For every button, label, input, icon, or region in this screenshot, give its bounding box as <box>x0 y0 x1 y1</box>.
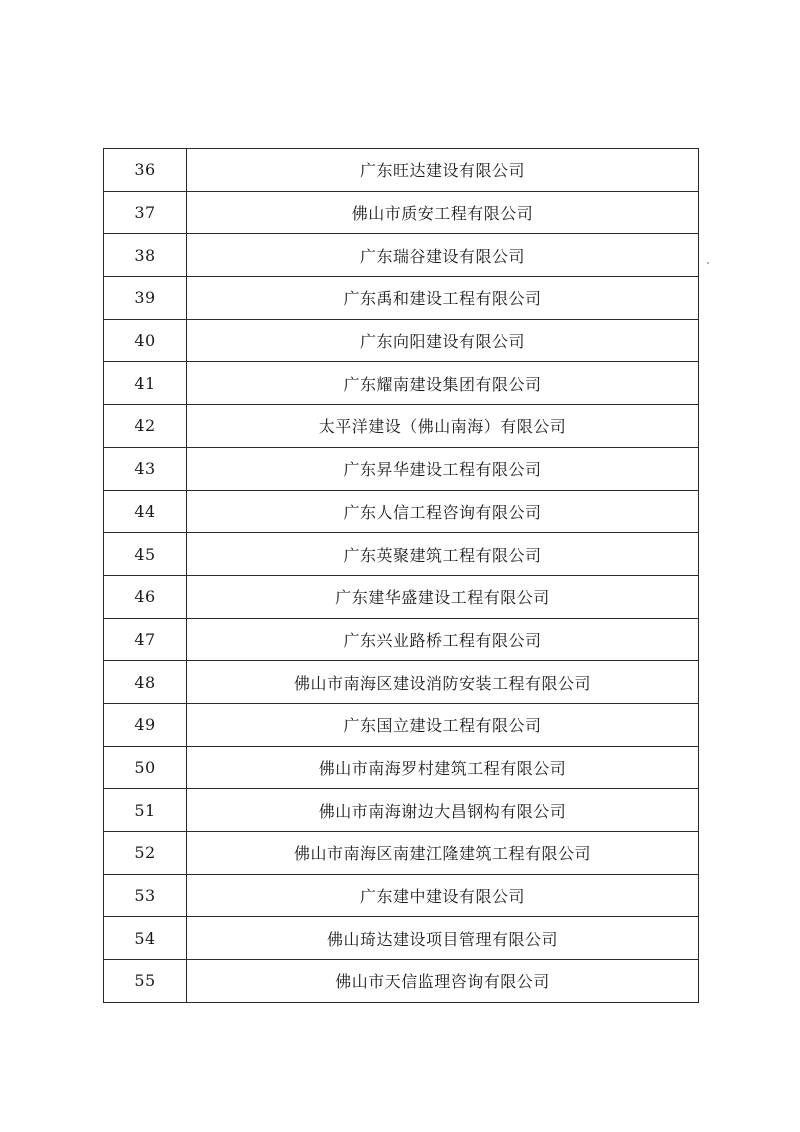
company-name: 广东兴业路桥工程有限公司 <box>187 618 699 661</box>
row-number: 53 <box>104 874 187 917</box>
company-name: 广东旺达建设有限公司 <box>187 149 699 192</box>
table-row <box>104 618 699 661</box>
company-name: 佛山市质安工程有限公司 <box>187 191 699 234</box>
row-number: 54 <box>104 917 187 960</box>
company-name: 广东国立建设工程有限公司 <box>187 703 699 746</box>
company-name: 广东英聚建筑工程有限公司 <box>187 533 699 576</box>
table-row <box>104 405 699 448</box>
table-row <box>104 960 699 1003</box>
company-name: 广东人信工程咨询有限公司 <box>187 490 699 533</box>
company-name: 佛山市天信监理咨询有限公司 <box>187 960 699 1003</box>
row-number: 52 <box>104 832 187 875</box>
table-row <box>104 575 699 618</box>
table-row <box>104 917 699 960</box>
table-row <box>104 149 699 192</box>
scan-speck <box>707 262 709 264</box>
row-number: 40 <box>104 319 187 362</box>
row-number: 36 <box>104 149 187 192</box>
company-name: 广东耀南建设集团有限公司 <box>187 362 699 405</box>
row-number: 46 <box>104 575 187 618</box>
table-row <box>104 490 699 533</box>
row-number: 49 <box>104 703 187 746</box>
table-row <box>104 661 699 704</box>
row-number: 38 <box>104 234 187 277</box>
table-row <box>104 832 699 875</box>
company-name: 广东建华盛建设工程有限公司 <box>187 575 699 618</box>
row-number: 37 <box>104 191 187 234</box>
row-number: 41 <box>104 362 187 405</box>
company-name: 广东建中建设有限公司 <box>187 874 699 917</box>
table-row <box>104 277 699 320</box>
row-number: 39 <box>104 277 187 320</box>
table-row <box>104 191 699 234</box>
company-name: 佛山市南海区建设消防安装工程有限公司 <box>187 661 699 704</box>
row-number: 48 <box>104 661 187 704</box>
table-row <box>104 447 699 490</box>
row-number: 45 <box>104 533 187 576</box>
row-number: 47 <box>104 618 187 661</box>
company-name: 广东禹和建设工程有限公司 <box>187 277 699 320</box>
table-row <box>104 362 699 405</box>
company-name: 佛山市南海谢边大昌钢构有限公司 <box>187 789 699 832</box>
table-row <box>104 319 699 362</box>
row-number: 42 <box>104 405 187 448</box>
row-number: 50 <box>104 746 187 789</box>
row-number: 43 <box>104 447 187 490</box>
table-row <box>104 703 699 746</box>
table-row <box>104 874 699 917</box>
row-number: 51 <box>104 789 187 832</box>
company-name: 佛山市南海罗村建筑工程有限公司 <box>187 746 699 789</box>
company-list-table <box>103 148 699 1003</box>
row-number: 44 <box>104 490 187 533</box>
table-row <box>104 533 699 576</box>
company-name: 佛山琦达建设项目管理有限公司 <box>187 917 699 960</box>
company-name: 太平洋建设（佛山南海）有限公司 <box>187 405 699 448</box>
company-name: 广东瑞谷建设有限公司 <box>187 234 699 277</box>
company-name: 广东昇华建设工程有限公司 <box>187 447 699 490</box>
table-row <box>104 746 699 789</box>
row-number: 55 <box>104 960 187 1003</box>
company-name: 广东向阳建设有限公司 <box>187 319 699 362</box>
table-row <box>104 789 699 832</box>
company-name: 佛山市南海区南建江隆建筑工程有限公司 <box>187 832 699 875</box>
table-row <box>104 234 699 277</box>
